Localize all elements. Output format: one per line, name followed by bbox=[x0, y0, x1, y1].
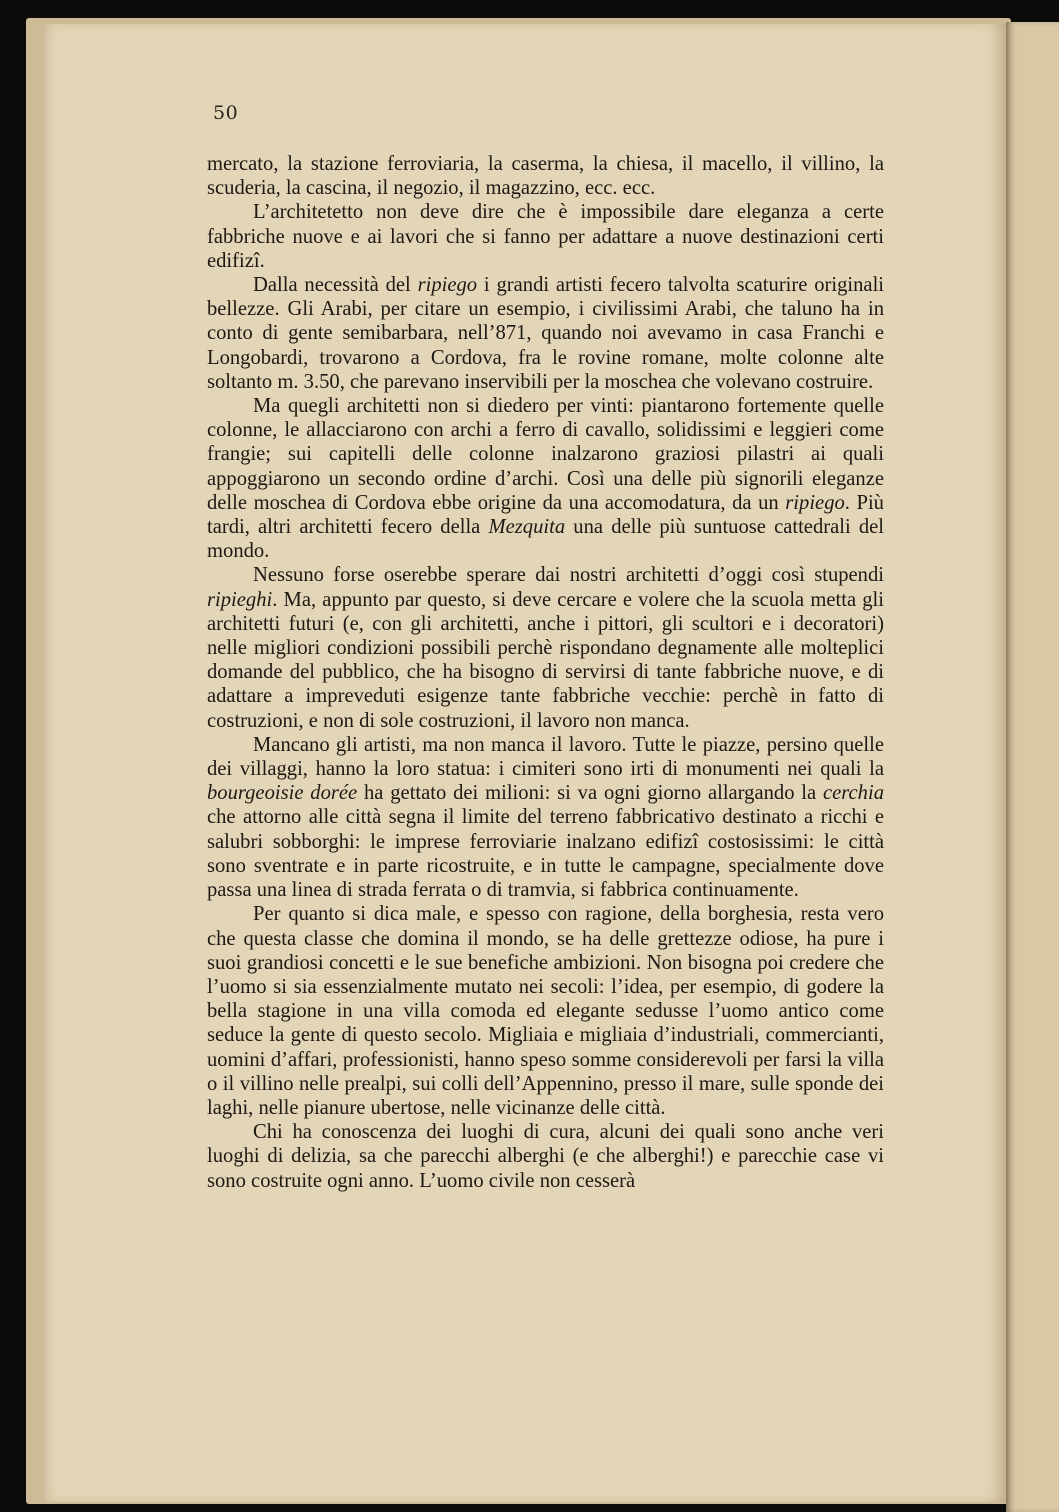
text-run: . Più tardi, altri architetti fecero della bbox=[207, 491, 884, 539]
italic-text-run: ripieghi bbox=[207, 588, 273, 611]
paragraph bbox=[207, 1120, 884, 1193]
text-run: L’architetetto non deve dire che è impossibile dare eleganza a certe fabbriche nuove e ai lavori che si fanno per adattare a nuove destinazioni certi edifizî. bbox=[207, 201, 884, 272]
text-run: i grandi artisti fecero talvolta scaturire originali bellezze. Gli Arabi, per citare un esempio, i civilissimi Arabi, che taluno ha in conto di gente semibarbara, nell’871, quando noi avevamo in casa Franchi e Longobardi, trovarono a Cordova, fra le rovine romane, molte colonne alte soltanto m. 3.50, che parevano inservibili per la moschea che volevano costruire. bbox=[207, 274, 885, 393]
text-run: una delle più suntuose cattedrali del mondo. bbox=[207, 516, 884, 563]
italic-text-run: bourgeoisie dorée bbox=[207, 782, 358, 805]
italic-text-run: ripiego bbox=[785, 491, 845, 514]
italic-text-run: cerchia bbox=[823, 782, 884, 805]
text-run: Per quanto si dica male, e spesso con ragione, della borghesia, resta vero che questa classe che domina il mondo, se ha delle grettezze odiose, ha pure i suoi grandiosi concetti e le sue benefiche ambizioni. Non bisogna poi credere che l’uomo si sia essenzialmente mutato nei secoli: l’idea, per esempio, di godere la bella stagione in una villa comoda ed elegante sedusse l’uomo antico come seduce la gente di questo secolo. Migliaia e migliaia d’industriali, commercianti, uomini d’affari, professionisti, hanno speso somme considerevoli per farsi la villa o il villino nelle prealpi, sui colli dell’Appennino, presso il mare, sulle sponde dei laghi, nelle pianure ubertose, nelle vicinanze delle città. bbox=[207, 903, 884, 1119]
paragraph bbox=[207, 394, 884, 563]
text-run: Mancano gli artisti, ma non manca il lavoro. Tutte le piazze, persino quelle dei villaggi, hanno la loro statua: i cimiteri sono irti di monumenti nei quali la bbox=[207, 733, 884, 781]
paragraph bbox=[207, 733, 884, 902]
text-run: . Ma, appunto par questo, si deve cercare e volere che la scuola metta gli architetti futuri (e, con gli architetti, anche i pittori, gli scultori e i decoratori) nelle migliori condizioni possibili perchè rispondano degnamente alle molteplici domande del pubblico, che ha bisogno di servirsi di tante fabbriche nuove, e di adattare a impreveduti esigenze tante fabbriche vecchie: perchè in fatto di costruzioni, e non di sole costruzioni, il lavoro non manca. bbox=[207, 588, 884, 732]
next-page-edge bbox=[1006, 22, 1059, 1512]
page-number: 50 bbox=[213, 102, 239, 124]
text-run: Nessuno forse oserebbe sperare dai nostri architetti d’oggi così stupendi bbox=[253, 564, 884, 587]
paragraph bbox=[207, 563, 884, 732]
paragraph bbox=[207, 902, 884, 1120]
italic-text-run: ripiego bbox=[417, 274, 478, 297]
italic-text-run: Mezquita bbox=[488, 516, 566, 539]
paragraph bbox=[207, 200, 884, 273]
text-run: che attorno alle città segna il limite del terreno fabbricativo destinato a ricchi e salubri sobborghi: le imprese ferroviarie inalzano edifizî costosissimi: le città sono sventrate e in parte ricostruite, e in tutte le campagne, specialmente dove passa una linea di strada ferrata o di tramvia, si fabbrica continuamente. bbox=[207, 806, 884, 902]
paragraph bbox=[207, 152, 884, 200]
text-run: mercato, la stazione ferroviaria, la caserma, la chiesa, il macello, il villino, la scuderia, la cascina, il negozio, il magazzino, ecc. ecc. bbox=[207, 153, 884, 200]
paragraph bbox=[207, 273, 884, 394]
text-run: Chi ha conoscenza dei luoghi di cura, alcuni dei quali sono anche veri luoghi di delizia, sa che parecchi alberghi (e che alberghi!) e parecchie case vi sono costruite ogni anno. L’uomo civile non cesserà bbox=[207, 1121, 884, 1192]
text-run: Dalla necessità del bbox=[253, 274, 418, 297]
text-run: ha gettato dei milioni: si va ogni giorno allargando la bbox=[357, 782, 823, 805]
body-text bbox=[207, 152, 884, 1193]
text-run: Ma quegli architetti non si diedero per vinti: piantarono fortemente quelle colonne, le allacciarono con archi a ferro di cavallo, solidissimi e leggieri come frangie; sui capitelli delle colonne inalzarono graziosi pilastri ai quali appoggiarono un secondo ordine d’archi. Così una delle più signorili eleganze delle moschea di Cordova ebbe origine da una accomodatura, da un bbox=[207, 395, 884, 514]
